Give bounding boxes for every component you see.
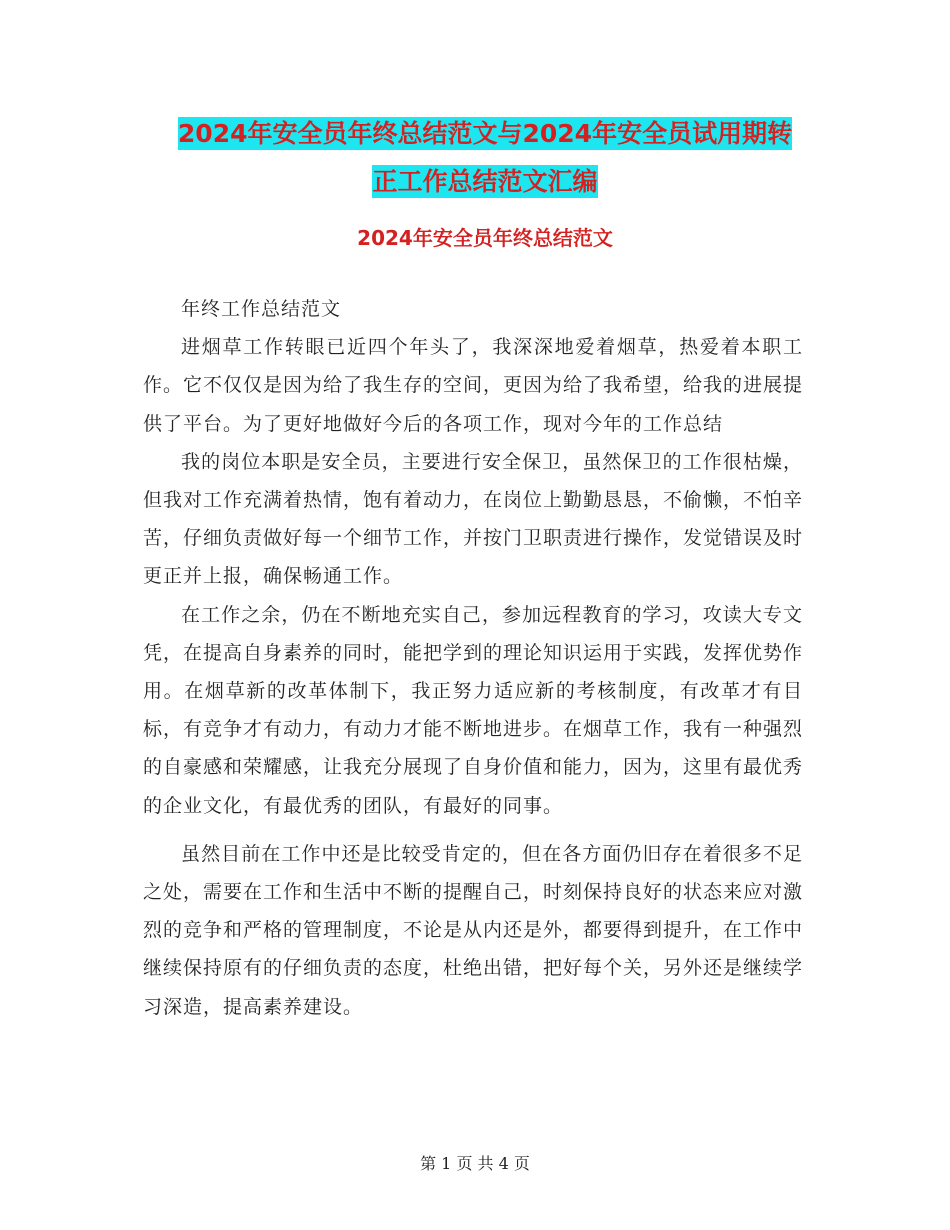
title-line-2: 正工作总结范文汇编 <box>372 167 598 196</box>
paragraph: 我的岗位本职是安全员，主要进行安全保卫，虽然保卫的工作很枯燥，但我对工作充满着热情，饱有着动力，在岗位上勤勤恳恳，不偷懒，不怕辛苦，仔细负责做好每一个细节工作，并按门卫职责进行操作，发觉错误及时更正并上报，确保畅通工作。 <box>143 450 804 588</box>
document-title <box>140 110 830 206</box>
paragraph: 虽然目前在工作中还是比较受肯定的，但在各方面仍旧存在着很多不足之处，需要在工作和生活中不断的提醒自己，时刻保持良好的状态来应对激烈的竞争和严格的管理制度，不论是从内还是外，都要得到提升，在工作中继续保持原有的仔细负责的态度，杜绝出错，把好每个关，另外还是继续学习深造，提高素养建设。 <box>143 842 804 1018</box>
paragraph: 进烟草工作转眼已近四个年头了，我深深地爱着烟草，热爱着本职工作。它不仅仅是因为给了我生存的空间，更因为给了我希望，给我的进展提供了平台。为了更好地做好今后的各项工作，现对今年的工作总结 <box>143 336 804 435</box>
title-line-1: 2024年安全员年终总结范文与2024年安全员试用期转 <box>177 119 793 148</box>
page-footer: 第 1 页 共 4 页 <box>420 1154 530 1173</box>
paragraph: 在工作之余，仍在不断地充实自己，参加远程教育的学习，攻读大专文凭，在提高自身素养的同时，能把学到的理论知识运用于实践，发挥优势作用。在烟草新的改革体制下，我正努力适应新的考核制度，有改革才有目标，有竞争才有动力，有动力才能不断地进步。在烟草工作，我有一种强烈的自豪感和荣耀感，让我充分展现了自身价值和能力，因为，这里有最优秀的企业文化，有最优秀的团队，有最好的同事。 <box>143 603 804 817</box>
section-title: 2024年安全员年终总结范文 <box>357 226 613 250</box>
document-body <box>143 290 803 1026</box>
paragraph: 年终工作总结范文 <box>181 298 342 320</box>
